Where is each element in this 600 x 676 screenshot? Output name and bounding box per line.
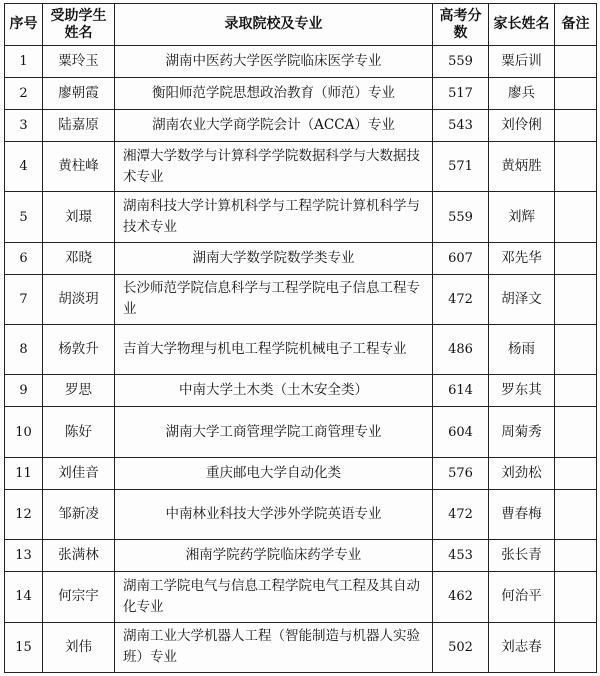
cell-parent: 何治平 — [489, 572, 555, 622]
cell-student: 刘佳音 — [43, 457, 115, 489]
cell-score: 462 — [433, 572, 489, 622]
table-row — [5, 46, 597, 78]
cell-note — [555, 142, 597, 192]
cell-major: 湖南工业大学机器人工程（智能制造与机器人实验班）专业 — [115, 622, 433, 672]
cell-major: 湘潭大学数学与计算科学学院数据科学与大数据技术专业 — [115, 142, 433, 192]
cell-major: 湘南学院药学院临床药学专业 — [115, 540, 433, 572]
table-row — [5, 242, 597, 274]
cell-student: 邹新凌 — [43, 489, 115, 539]
admission-table — [4, 3, 597, 673]
header-note: 备注 — [555, 4, 597, 46]
cell-index: 2 — [5, 78, 43, 110]
cell-index: 9 — [5, 375, 43, 407]
cell-major: 重庆邮电大学自动化类 — [115, 457, 433, 489]
table-row — [5, 457, 597, 489]
cell-score: 453 — [433, 540, 489, 572]
cell-major: 衡阳师范学院思想政治教育（师范）专业 — [115, 78, 433, 110]
cell-score: 559 — [433, 192, 489, 242]
cell-note — [555, 192, 597, 242]
cell-score: 559 — [433, 46, 489, 78]
cell-parent: 罗东其 — [489, 375, 555, 407]
cell-major: 湖南科技大学计算机科学与工程学院计算机科学与技术专业 — [115, 192, 433, 242]
cell-student: 刘伟 — [43, 622, 115, 672]
header-score: 高考分数 — [433, 4, 489, 46]
cell-note — [555, 325, 597, 375]
cell-student: 罗思 — [43, 375, 115, 407]
cell-major: 湖南大学数学院数学类专业 — [115, 242, 433, 274]
cell-score: 472 — [433, 274, 489, 324]
header-major: 录取院校及专业 — [115, 4, 433, 46]
cell-note — [555, 540, 597, 572]
cell-note — [555, 242, 597, 274]
table-row — [5, 407, 597, 457]
cell-score: 571 — [433, 142, 489, 192]
cell-major: 湖南工学院电气与信息工程学院电气工程及其自动化专业 — [115, 572, 433, 622]
table-row — [5, 622, 597, 672]
cell-student: 陆嘉原 — [43, 110, 115, 142]
cell-student: 黄柱峰 — [43, 142, 115, 192]
cell-student: 胡淡玥 — [43, 274, 115, 324]
cell-score: 576 — [433, 457, 489, 489]
table-row — [5, 540, 597, 572]
table-body — [5, 46, 597, 673]
table-row — [5, 375, 597, 407]
header-row — [5, 4, 597, 46]
cell-index: 5 — [5, 192, 43, 242]
cell-score: 472 — [433, 489, 489, 539]
table-row — [5, 142, 597, 192]
cell-score: 604 — [433, 407, 489, 457]
header-parent: 家长姓名 — [489, 4, 555, 46]
cell-student: 陈好 — [43, 407, 115, 457]
cell-index: 8 — [5, 325, 43, 375]
cell-note — [555, 572, 597, 622]
cell-parent: 周菊秀 — [489, 407, 555, 457]
cell-student: 何宗宇 — [43, 572, 115, 622]
cell-note — [555, 489, 597, 539]
cell-score: 517 — [433, 78, 489, 110]
table-row — [5, 78, 597, 110]
cell-parent: 杨雨 — [489, 325, 555, 375]
cell-score: 543 — [433, 110, 489, 142]
cell-score: 502 — [433, 622, 489, 672]
cell-note — [555, 78, 597, 110]
cell-score: 607 — [433, 242, 489, 274]
cell-note — [555, 375, 597, 407]
table-row — [5, 572, 597, 622]
cell-index: 7 — [5, 274, 43, 324]
cell-score: 486 — [433, 325, 489, 375]
cell-student: 杨敦升 — [43, 325, 115, 375]
cell-index: 11 — [5, 457, 43, 489]
table-row — [5, 325, 597, 375]
cell-parent: 粟后训 — [489, 46, 555, 78]
table-row — [5, 192, 597, 242]
cell-parent: 胡泽文 — [489, 274, 555, 324]
cell-index: 10 — [5, 407, 43, 457]
cell-parent: 刘辉 — [489, 192, 555, 242]
cell-student: 张满林 — [43, 540, 115, 572]
cell-student: 粟玲玉 — [43, 46, 115, 78]
header-student: 受助学生姓名 — [43, 4, 115, 46]
cell-parent: 刘伶俐 — [489, 110, 555, 142]
cell-major: 长沙师范学院信息科学与工程学院电子信息工程专业 — [115, 274, 433, 324]
cell-index: 15 — [5, 622, 43, 672]
table-row — [5, 489, 597, 539]
cell-major: 湖南农业大学商学院会计（ACCA）专业 — [115, 110, 433, 142]
header-index: 序号 — [5, 4, 43, 46]
cell-major: 湖南中医药大学医学院临床医学专业 — [115, 46, 433, 78]
table-row — [5, 110, 597, 142]
cell-student: 廖朝霞 — [43, 78, 115, 110]
cell-major: 湖南大学工商管理学院工商管理专业 — [115, 407, 433, 457]
cell-student: 刘璟 — [43, 192, 115, 242]
cell-student: 邓晓 — [43, 242, 115, 274]
cell-index: 12 — [5, 489, 43, 539]
cell-parent: 刘劲松 — [489, 457, 555, 489]
cell-note — [555, 407, 597, 457]
cell-index: 1 — [5, 46, 43, 78]
cell-index: 3 — [5, 110, 43, 142]
cell-index: 4 — [5, 142, 43, 192]
cell-parent: 刘志春 — [489, 622, 555, 672]
cell-major: 中南大学土木类（土木安全类） — [115, 375, 433, 407]
cell-note — [555, 46, 597, 78]
cell-index: 13 — [5, 540, 43, 572]
cell-note — [555, 457, 597, 489]
cell-index: 6 — [5, 242, 43, 274]
cell-note — [555, 622, 597, 672]
cell-major: 吉首大学物理与机电工程学院机械电子工程专业 — [115, 325, 433, 375]
cell-note — [555, 274, 597, 324]
cell-parent: 黄炳胜 — [489, 142, 555, 192]
cell-note — [555, 110, 597, 142]
cell-score: 614 — [433, 375, 489, 407]
cell-parent: 廖兵 — [489, 78, 555, 110]
cell-parent: 邓先华 — [489, 242, 555, 274]
cell-major: 中南林业科技大学涉外学院英语专业 — [115, 489, 433, 539]
cell-index: 14 — [5, 572, 43, 622]
cell-parent: 曹春梅 — [489, 489, 555, 539]
table-row — [5, 274, 597, 324]
cell-parent: 张长青 — [489, 540, 555, 572]
